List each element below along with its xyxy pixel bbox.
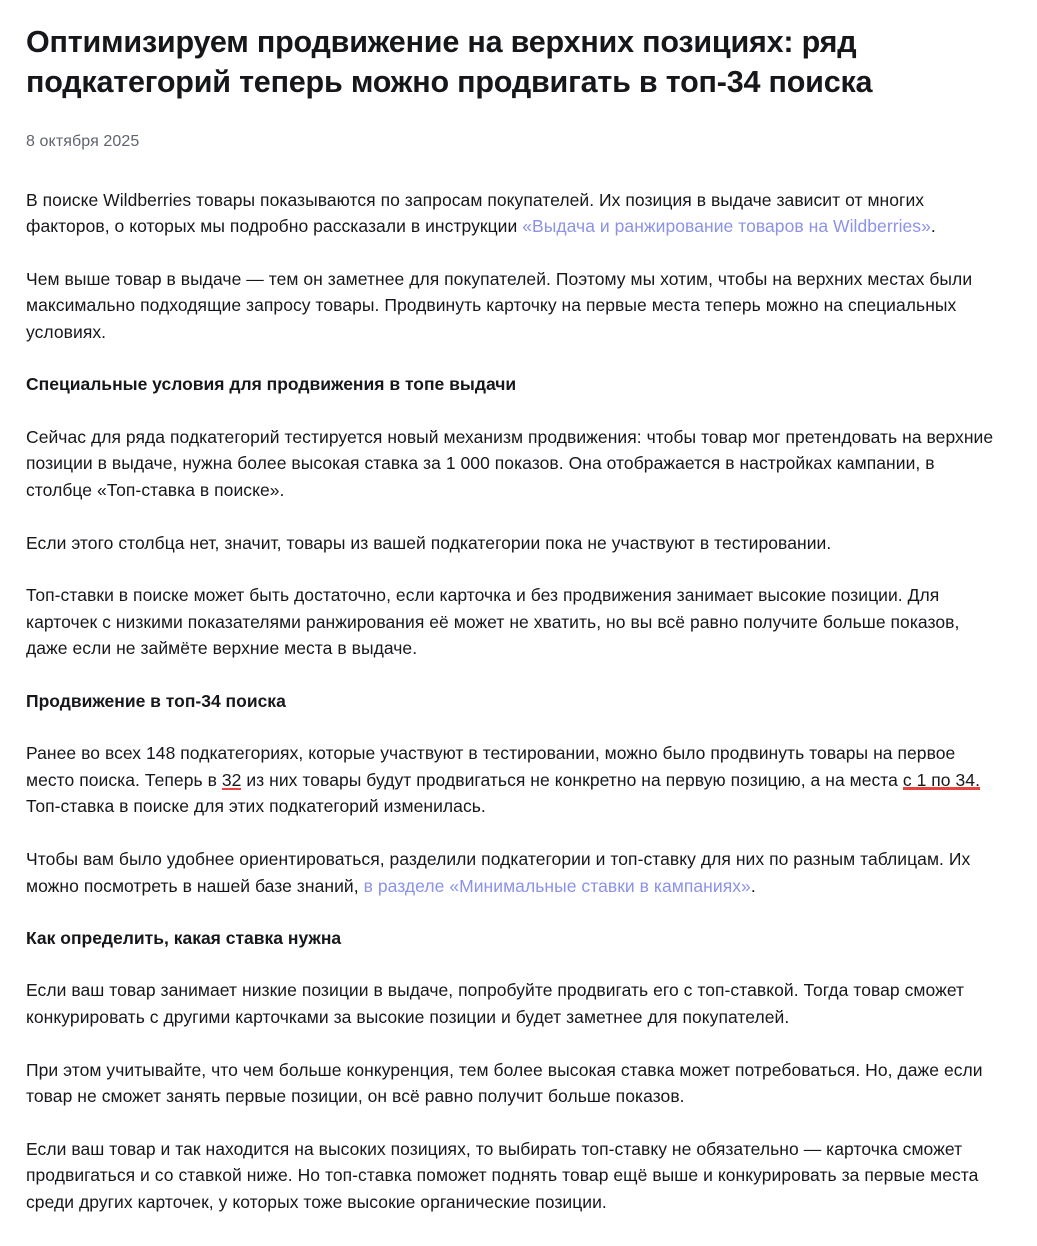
paragraph-tables-text-before: Чтобы вам было удобнее ориентироваться, разделили подкатегории и топ-ставку для них по разным таблицам. Их можно посмотреть в нашей базе знаний,: [26, 848, 971, 896]
link-wildberries-ranking[interactable]: «Выдача и ранжирование товаров на Wildberries»: [522, 216, 931, 237]
publish-date: 8 октября 2025: [26, 132, 140, 150]
highlight-positions-1-34: с 1 по 34.: [902, 769, 980, 790]
paragraph-visibility: Чем выше товар в выдаче — тем он заметнее для покупателей. Поэтому мы хотим, чтобы на верхних местах были максимально подходящие запросу товары. Продвинуть карточку на первые места теперь можно на специальных условиях.: [26, 268, 973, 342]
paragraph-intro-text-after: .: [930, 216, 936, 237]
paragraph-new-mechanism: Сейчас для ряда подкатегорий тестируется новый механизм продвижения: чтобы товар мог претендовать на верхние позиции в выдаче, нужна более высокая ставка за 1 000 показов. Она отображается в настройках кампании, в столбце «Топ-ставка в поиске».: [26, 426, 994, 500]
paragraph-top34-details: [26, 740, 995, 820]
page-title: Оптимизируем продвижение на верхних позициях: ряд подкатегорий теперь можно продвигать в топ-34 поиска: [26, 25, 873, 100]
paragraph-low-positions: Если ваш товар занимает низкие позиции в выдаче, попробуйте продвигать его с топ-ставкой. Тогда товар сможет конкурировать с другими карточками за высокие позиции и будет заметнее для покупателей.: [26, 980, 965, 1027]
subheading-how-to-determine: Как определить, какая ставка нужна: [26, 928, 342, 949]
link-minimal-bids-section[interactable]: в разделе «Минимальные ставки в кампаниях»: [363, 875, 751, 896]
paragraph-top34-text-1: Ранее во всех 148 подкатегориях, которые участвуют в тестировании, можно было продвинуть товары на первое место поиска. Теперь в: [26, 743, 956, 790]
paragraph-competition: При этом учитывайте, что чем больше конкуренция, тем более высокая ставка может потребоваться. Но, даже если товар не сможет занять первые позиции, он всё равно получит больше показов.: [26, 1059, 983, 1107]
highlight-32: 32: [221, 769, 242, 790]
paragraph-tables-text-after: .: [750, 875, 756, 896]
paragraph-no-column: Если этого столбца нет, значит, товары из вашей подкатегории пока не участвуют в тестировании.: [26, 532, 832, 553]
paragraph-high-positions: Если ваш товар и так находится на высоких позициях, то выбирать топ-ставку не обязательно — карточка сможет продвигаться и со ставкой ниже. Но топ-ставка поможет поднять товар ещё выше и конкурировать за первые места среди других карточек, у которых тоже высокие органические позиции.: [26, 1138, 979, 1212]
paragraph-top34-text-3: Топ-ставка в поиске для этих подкатегорий изменилась.: [26, 796, 486, 817]
paragraph-intro: [26, 187, 995, 240]
paragraph-top-bid-enough: Топ-ставки в поиске может быть достаточно, если карточка и без продвижения занимает высокие позиции. Для карточек с низкими показателями ранжирования её может не хватить, но вы всё равно получите больше показов, даже если не займёте верхние места в выдаче.: [26, 585, 960, 659]
paragraph-top34-text-2: из них товары будут продвигаться не конкретно на первую позицию, а на места: [241, 769, 903, 790]
subheading-top34: Продвижение в топ-34 поиска: [26, 690, 286, 711]
paragraph-tables: [26, 846, 995, 899]
subheading-special-conditions: Специальные условия для продвижения в топе выдачи: [26, 374, 517, 395]
paragraph-intro-text-before: В поиске Wildberries товары показываются по запросам покупателей. Их позиция в выдаче зависит от многих факторов, о которых мы подробно рассказали в инструкции: [26, 189, 925, 237]
